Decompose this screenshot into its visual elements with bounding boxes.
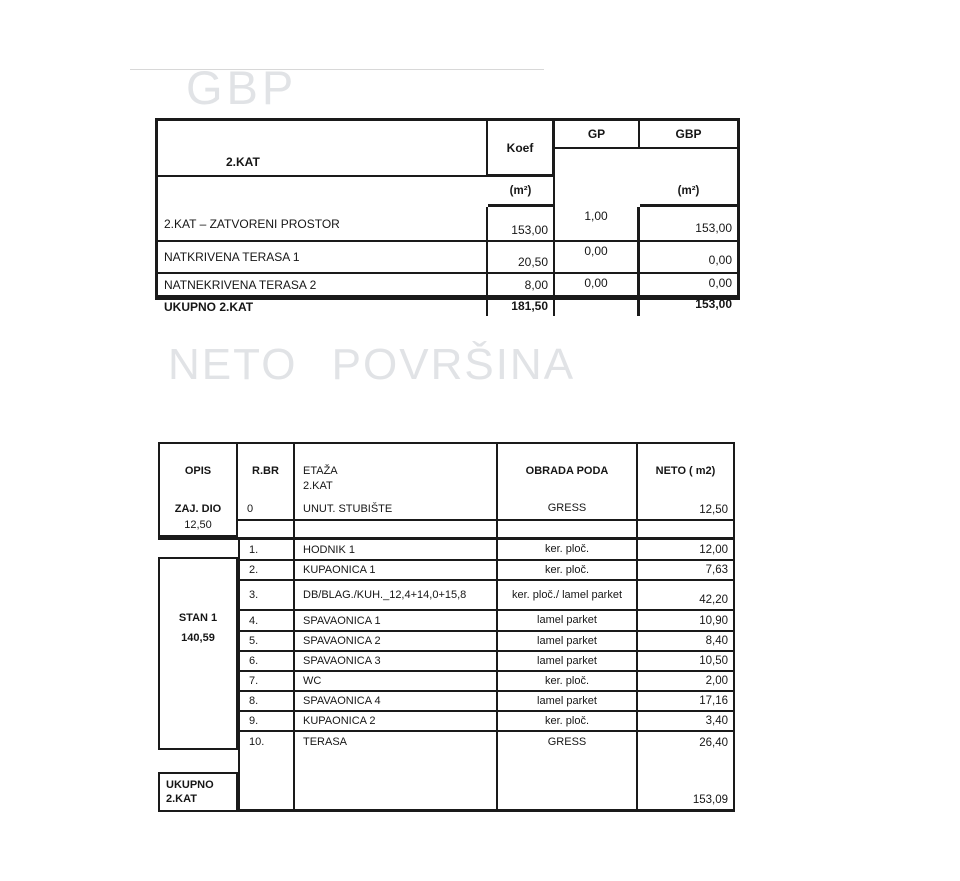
t2-total-empty xyxy=(240,772,295,809)
t2-opis-ukupno-line1: UKUPNO xyxy=(166,779,214,791)
t2-opis-stan1-box xyxy=(158,557,238,750)
t1-header-gbp-unit: (m²) xyxy=(640,177,737,207)
t1-total-label: UKUPNO 2.KAT xyxy=(158,297,488,316)
t2-row-obrada: lamel parket xyxy=(498,611,638,632)
neto-table-spacer-row xyxy=(238,752,735,774)
t2-row-obrada: GRESS xyxy=(498,498,638,521)
t2-opis-ukupno-line2: 2.KAT xyxy=(166,793,197,805)
t1-header-gp-unit: (m²) xyxy=(488,177,555,207)
t2-header-etaza xyxy=(295,444,498,498)
t2-row-neto: 3,40 xyxy=(638,712,733,732)
t2-header-opis: OPIS xyxy=(160,444,238,498)
t2-row-obrada: lamel parket xyxy=(498,692,638,712)
t2-total-neto: 153,09 xyxy=(692,794,728,806)
t1-header-koef: Koef xyxy=(488,121,555,177)
t2-opis-zaj-dio xyxy=(160,498,238,537)
t2-row-neto: 8,40 xyxy=(638,632,733,652)
t2-spacer-cell xyxy=(638,521,733,537)
t1-row-gbp: 153,00 xyxy=(640,207,737,242)
t2-opis-zaj-dio-value: 12,50 xyxy=(184,518,212,531)
t2-row-rbr: 4. xyxy=(240,611,295,632)
t2-opis-ukupno-box xyxy=(158,772,238,812)
t2-row-name: KUPAONICA 2 xyxy=(295,712,498,732)
t2-row-neto: 26,40 xyxy=(699,737,728,749)
t2-spacer-cell xyxy=(498,752,638,772)
t2-row-name: HODNIK 1 xyxy=(295,540,498,561)
t1-row-gbp: 0,00 xyxy=(640,274,737,297)
t1-row-gp: 8,00 xyxy=(488,274,555,297)
t2-row-neto: 17,16 xyxy=(638,692,733,712)
t1-row-label: NATKRIVENA TERASA 1 xyxy=(158,242,488,274)
t2-spacer-cell xyxy=(295,521,498,537)
t2-row-obrada: ker. ploč./ lamel parket xyxy=(498,581,638,611)
t2-header-etaza-line1: ETAŽA xyxy=(303,465,338,477)
t2-row-name: SPAVAONICA 1 xyxy=(295,611,498,632)
gbp-table xyxy=(155,118,740,314)
t1-row-label: 2.KAT – ZATVORENI PROSTOR xyxy=(158,207,488,242)
t2-spacer-cell xyxy=(240,752,295,772)
neto-table-header xyxy=(158,442,735,500)
t2-row-name: SPAVAONICA 3 xyxy=(295,652,498,672)
t2-row-name: SPAVAONICA 4 xyxy=(295,692,498,712)
t2-row-neto: 42,20 xyxy=(638,581,733,611)
t1-row-label: NATNEKRIVENA TERASA 2 xyxy=(158,274,488,297)
neto-table-common-section xyxy=(158,498,735,540)
t2-header-obrada: OBRADA PODA xyxy=(498,444,638,498)
t2-row-name: KUPAONICA 1 xyxy=(295,561,498,581)
section-title-gbp: GBP xyxy=(186,61,298,114)
t2-row-rbr: 8. xyxy=(240,692,295,712)
t1-total-gp: 181,50 xyxy=(488,297,555,316)
t1-row-koef: 0,00 xyxy=(555,242,640,274)
t1-total-koef xyxy=(555,297,640,316)
t2-row-obrada: lamel parket xyxy=(498,652,638,672)
t2-opis-stan1-value: 140,59 xyxy=(181,631,215,644)
t2-row-name: SPAVAONICA 2 xyxy=(295,632,498,652)
t1-total-gbp: 153,00 xyxy=(695,297,732,311)
t1-header-floor: 2.KAT xyxy=(158,121,488,177)
t2-row-rbr: 6. xyxy=(240,652,295,672)
t2-row-neto: 12,00 xyxy=(638,540,733,561)
t1-header-gp: GP xyxy=(555,121,640,149)
t1-row-gbp: 0,00 xyxy=(640,242,737,274)
t2-row-name: WC xyxy=(295,672,498,692)
t2-row-neto: 10,90 xyxy=(638,611,733,632)
t2-row-rbr: 7. xyxy=(240,672,295,692)
t1-row-koef: 1,00 xyxy=(555,207,640,242)
t2-spacer-cell xyxy=(295,752,498,772)
neto-table-rooms-section xyxy=(238,540,735,754)
t2-row-obrada: GRESS xyxy=(498,732,638,752)
t2-opis-stan1-label: STAN 1 xyxy=(178,611,218,624)
t2-spacer-cell xyxy=(238,521,295,537)
t2-row-obrada: ker. ploč. xyxy=(498,561,638,581)
t2-header-etaza-line2: 2.KAT xyxy=(303,480,333,492)
t2-row-rbr: 3. xyxy=(240,581,295,611)
t2-row-obrada: lamel parket xyxy=(498,632,638,652)
neto-table-total-row xyxy=(238,772,735,812)
t1-header-gbp: GBP xyxy=(640,121,737,149)
t2-row-rbr: 9. xyxy=(240,712,295,732)
t2-spacer-cell xyxy=(638,752,733,772)
t1-row-gp: 20,50 xyxy=(488,242,555,274)
t2-total-empty xyxy=(498,772,638,809)
t2-total-empty xyxy=(295,772,498,809)
t2-row-obrada: ker. ploč. xyxy=(498,672,638,692)
t2-row-neto: 10,50 xyxy=(638,652,733,672)
t2-row-name: DB/BLAG./KUH._12,4+14,0+15,8 xyxy=(295,581,498,611)
t2-row-neto: 2,00 xyxy=(638,672,733,692)
t2-spacer-cell xyxy=(498,521,638,537)
t2-row-name: TERASA xyxy=(295,732,498,752)
t1-row-gp: 153,00 xyxy=(488,207,555,242)
t2-row-rbr: 2. xyxy=(240,561,295,581)
section-title-neto-povrsina: NETO POVRŠINA xyxy=(168,340,576,389)
t2-row-neto: 12,50 xyxy=(638,498,733,521)
t2-header-rbr: R.BR xyxy=(238,444,295,498)
t2-row-rbr: 0 xyxy=(238,498,295,521)
t2-row-name: UNUT. STUBIŠTE xyxy=(295,498,498,521)
t2-row-obrada: ker. ploč. xyxy=(498,712,638,732)
t2-header-neto: NETO ( m2) xyxy=(655,465,716,477)
t2-row-rbr: 10. xyxy=(240,732,295,752)
t2-row-rbr: 5. xyxy=(240,632,295,652)
t1-row-koef: 0,00 xyxy=(555,274,640,297)
t2-row-obrada: ker. ploč. xyxy=(498,540,638,561)
t2-row-rbr: 1. xyxy=(240,540,295,561)
t2-row-neto: 7,63 xyxy=(638,561,733,581)
t2-opis-zaj-dio-label: ZAJ. DIO xyxy=(174,502,222,515)
